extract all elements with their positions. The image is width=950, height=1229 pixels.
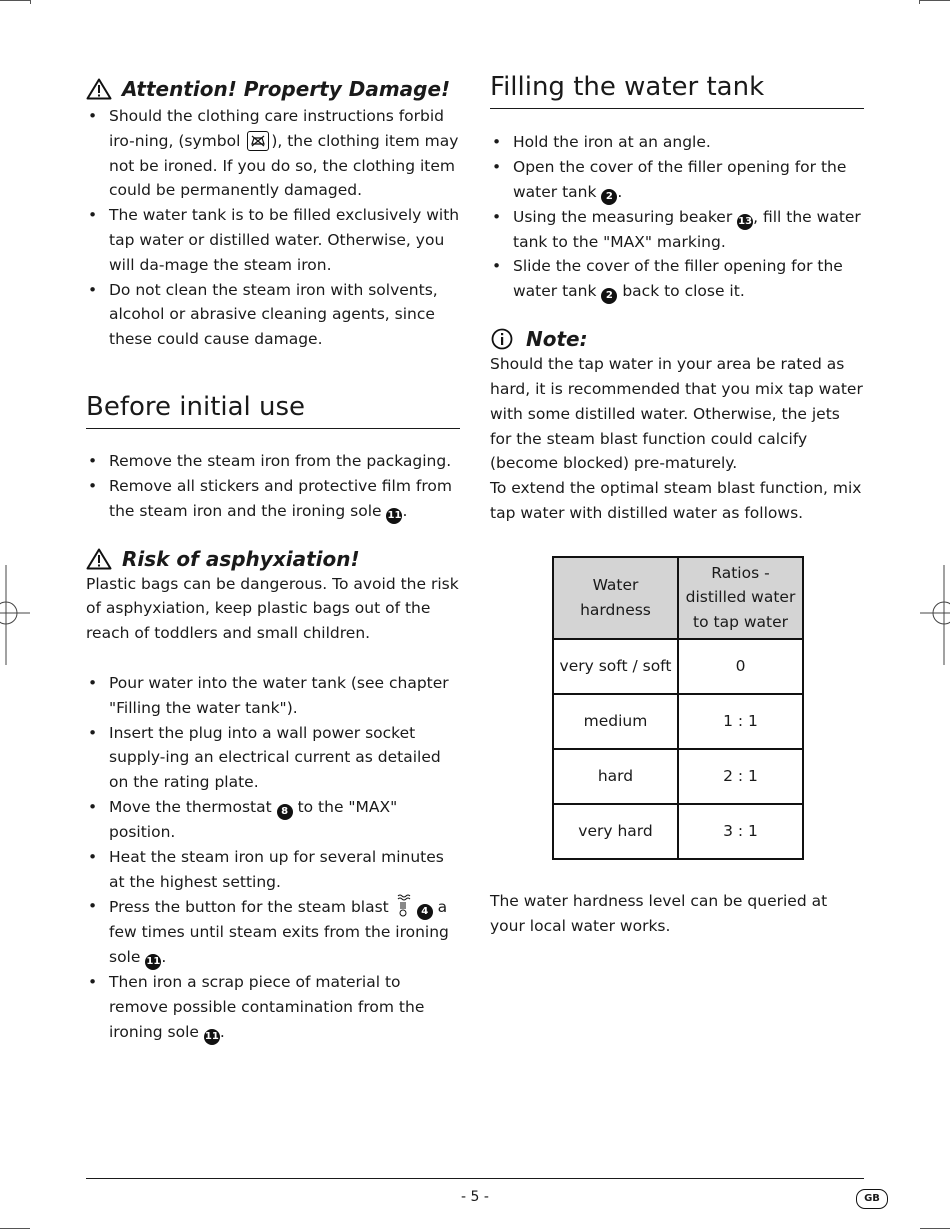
crop-mark — [920, 0, 950, 1]
list-item: • Remove all stickers and protective film from the steam iron and the ironing sole 11. — [86, 474, 460, 524]
table-cell: 3 : 1 — [678, 804, 803, 859]
table-row — [553, 749, 803, 804]
no-ironing-symbol-icon — [247, 131, 269, 151]
list-item: • Insert the plug into a wall power socket supply-ing an electrical current as detailed on the rating plate. — [86, 721, 460, 795]
note-paragraph: Should the tap water in your area be rated as hard, it is recommended that you mix tap water with some distilled water. Otherwise, the jets for the steam blast function could calcify (become blocked) pre-maturely. — [490, 355, 863, 473]
list-item: • Hold the iron at an angle. — [490, 130, 864, 155]
footer-divider — [86, 1178, 864, 1179]
before-initial-use-heading: Before initial use — [86, 390, 460, 429]
list-item: • Heat the steam iron up for several minutes at the highest setting. — [86, 845, 460, 895]
crop-mark — [919, 0, 920, 4]
part-number-badge: 11 — [204, 1029, 220, 1045]
list-item: • Press the button for the steam blast 4 a few times until steam exits from the ironing sole 11. — [86, 894, 460, 970]
table-cell: hard — [553, 749, 678, 804]
list-item: • Open the cover of the filler opening for the water tank 2 . — [490, 155, 864, 205]
list-item: • Move the thermostat 8 to the "MAX" position. — [86, 795, 460, 845]
closing-text: The water hardness level can be queried at your local water works. — [490, 891, 828, 935]
table-header: Ratios - distilled water to tap water — [678, 557, 803, 639]
risk-text: Plastic bags can be dangerous. To avoid the risk of asphyxiation, keep plastic bags out of the reach of toddlers and small children. — [86, 574, 459, 643]
list-item: • The water tank is to be filled exclusively with tap water or distilled water. Otherwise, you will da-mage the steam iron. — [86, 203, 460, 277]
part-number-badge: 4 — [417, 904, 433, 920]
table-cell: very soft / soft — [553, 639, 678, 694]
table-header: Water hardness — [553, 557, 678, 639]
filling-heading: Filling the water tank — [490, 70, 864, 109]
crop-mark — [30, 0, 31, 4]
list-item: • Then iron a scrap piece of material to remove possible contamination from the ironing sole 11. — [86, 970, 460, 1045]
registration-mark-left — [0, 565, 32, 665]
attention-heading — [86, 76, 460, 102]
note-paragraph: To extend the optimal steam blast function, mix tap water with distilled water as follows. — [490, 479, 862, 522]
left-column — [86, 70, 460, 1045]
registration-mark-right — [918, 565, 950, 665]
part-number-badge: 2 — [601, 288, 617, 304]
list-item: • Using the measuring beaker 13, fill the water tank to the "MAX" marking. — [490, 205, 864, 255]
right-column — [490, 70, 864, 938]
before-list — [86, 449, 460, 524]
attention-list — [86, 104, 460, 352]
list-item: • Should the clothing care instructions forbid iro-ning, (symbol ), the clothing item may not be ironed. If you do so, the clothing item could be permanently damaged. — [86, 104, 460, 203]
filling-list — [490, 130, 864, 304]
warning-triangle-icon — [86, 548, 112, 570]
list-item: • Do not clean the steam iron with solvents, alcohol or abrasive cleaning agents, since these could cause damage. — [86, 278, 460, 352]
table-row — [553, 804, 803, 859]
list-item: • Slide the cover of the filler opening for the water tank 2 back to close it. — [490, 254, 864, 304]
language-badge: GB — [856, 1189, 888, 1209]
table-row — [553, 694, 803, 749]
attention-title: Attention! Property Damage! — [122, 77, 451, 101]
risk-title: Risk of asphyxiation! — [122, 546, 360, 571]
list-item: • Remove the steam iron from the packaging. — [86, 449, 460, 474]
table-cell: 1 : 1 — [678, 694, 803, 749]
warning-triangle-icon — [86, 78, 112, 100]
table-cell: 2 : 1 — [678, 749, 803, 804]
list-item: • Pour water into the water tank (see chapter "Filling the water tank"). — [86, 671, 460, 721]
risk-heading — [86, 546, 460, 572]
part-number-badge: 11 — [145, 954, 161, 970]
initial-use-steps — [86, 671, 460, 1045]
part-number-badge: 2 — [601, 189, 617, 205]
note-heading — [490, 326, 864, 352]
page-number: - 5 - — [461, 1189, 489, 1205]
crop-mark — [0, 0, 30, 1]
table-header-row — [553, 557, 803, 639]
part-number-badge: 8 — [277, 804, 293, 820]
note-title: Note: — [526, 327, 588, 352]
water-hardness-table — [552, 556, 804, 860]
part-number-badge: 11 — [386, 508, 402, 524]
table-cell: very hard — [553, 804, 678, 859]
table-cell: 0 — [678, 639, 803, 694]
table-cell: medium — [553, 694, 678, 749]
steam-blast-icon — [395, 894, 411, 918]
table-row — [553, 639, 803, 694]
info-icon — [490, 328, 516, 350]
part-number-badge: 13 — [737, 214, 753, 230]
